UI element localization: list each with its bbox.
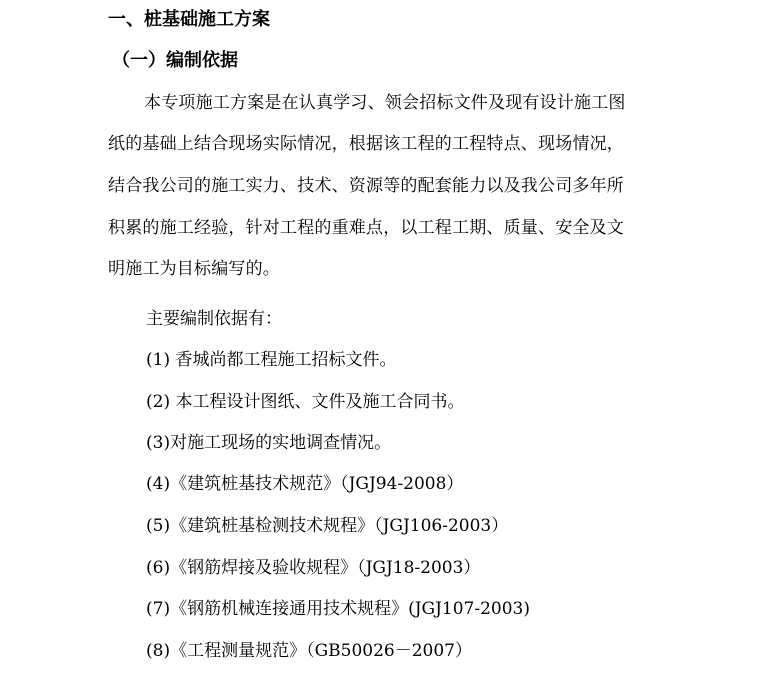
intro-line-3: 结合我公司的施工实力、技术、资源等的配套能力以及我公司多年所 bbox=[108, 176, 624, 196]
intro-line-2: 纸的基础上结合现场实际情况，根据该工程的工程特点、现场情况， bbox=[108, 134, 624, 154]
basis-item-6: (6)《钢筋焊接及验收规程》（JGJ18-2003） bbox=[146, 558, 481, 578]
basis-item-4: (4)《建筑桩基技术规范》（JGJ94-2008） bbox=[146, 474, 464, 494]
intro-line-5: 明施工为目标编写的。 bbox=[108, 259, 280, 279]
basis-item-7: (7)《钢筋机械连接通用技术规程》(JGJ107-2003) bbox=[146, 599, 531, 619]
basis-item-3: (3)对施工现场的实地调查情况。 bbox=[146, 433, 392, 453]
basis-item-8: (8)《工程测量规范》（GB50026－2007） bbox=[146, 641, 472, 661]
section-title: 一、桩基础施工方案 bbox=[108, 9, 270, 30]
basis-item-1: (1) 香城尚都工程施工招标文件。 bbox=[146, 350, 397, 370]
subsection-title: （一）编制依据 bbox=[112, 50, 238, 71]
intro-line-4: 积累的施工经验，针对工程的重难点，以工程工期、质量、安全及文 bbox=[108, 218, 624, 238]
basis-item-2: (2) 本工程设计图纸、文件及施工合同书。 bbox=[146, 392, 465, 412]
basis-intro: 主要编制依据有： bbox=[146, 309, 282, 329]
basis-item-5: (5)《建筑桩基检测技术规程》（JGJ106-2003） bbox=[146, 516, 509, 536]
intro-line-1: 本专项施工方案是在认真学习、领会招标文件及现有设计施工图 bbox=[144, 93, 626, 113]
